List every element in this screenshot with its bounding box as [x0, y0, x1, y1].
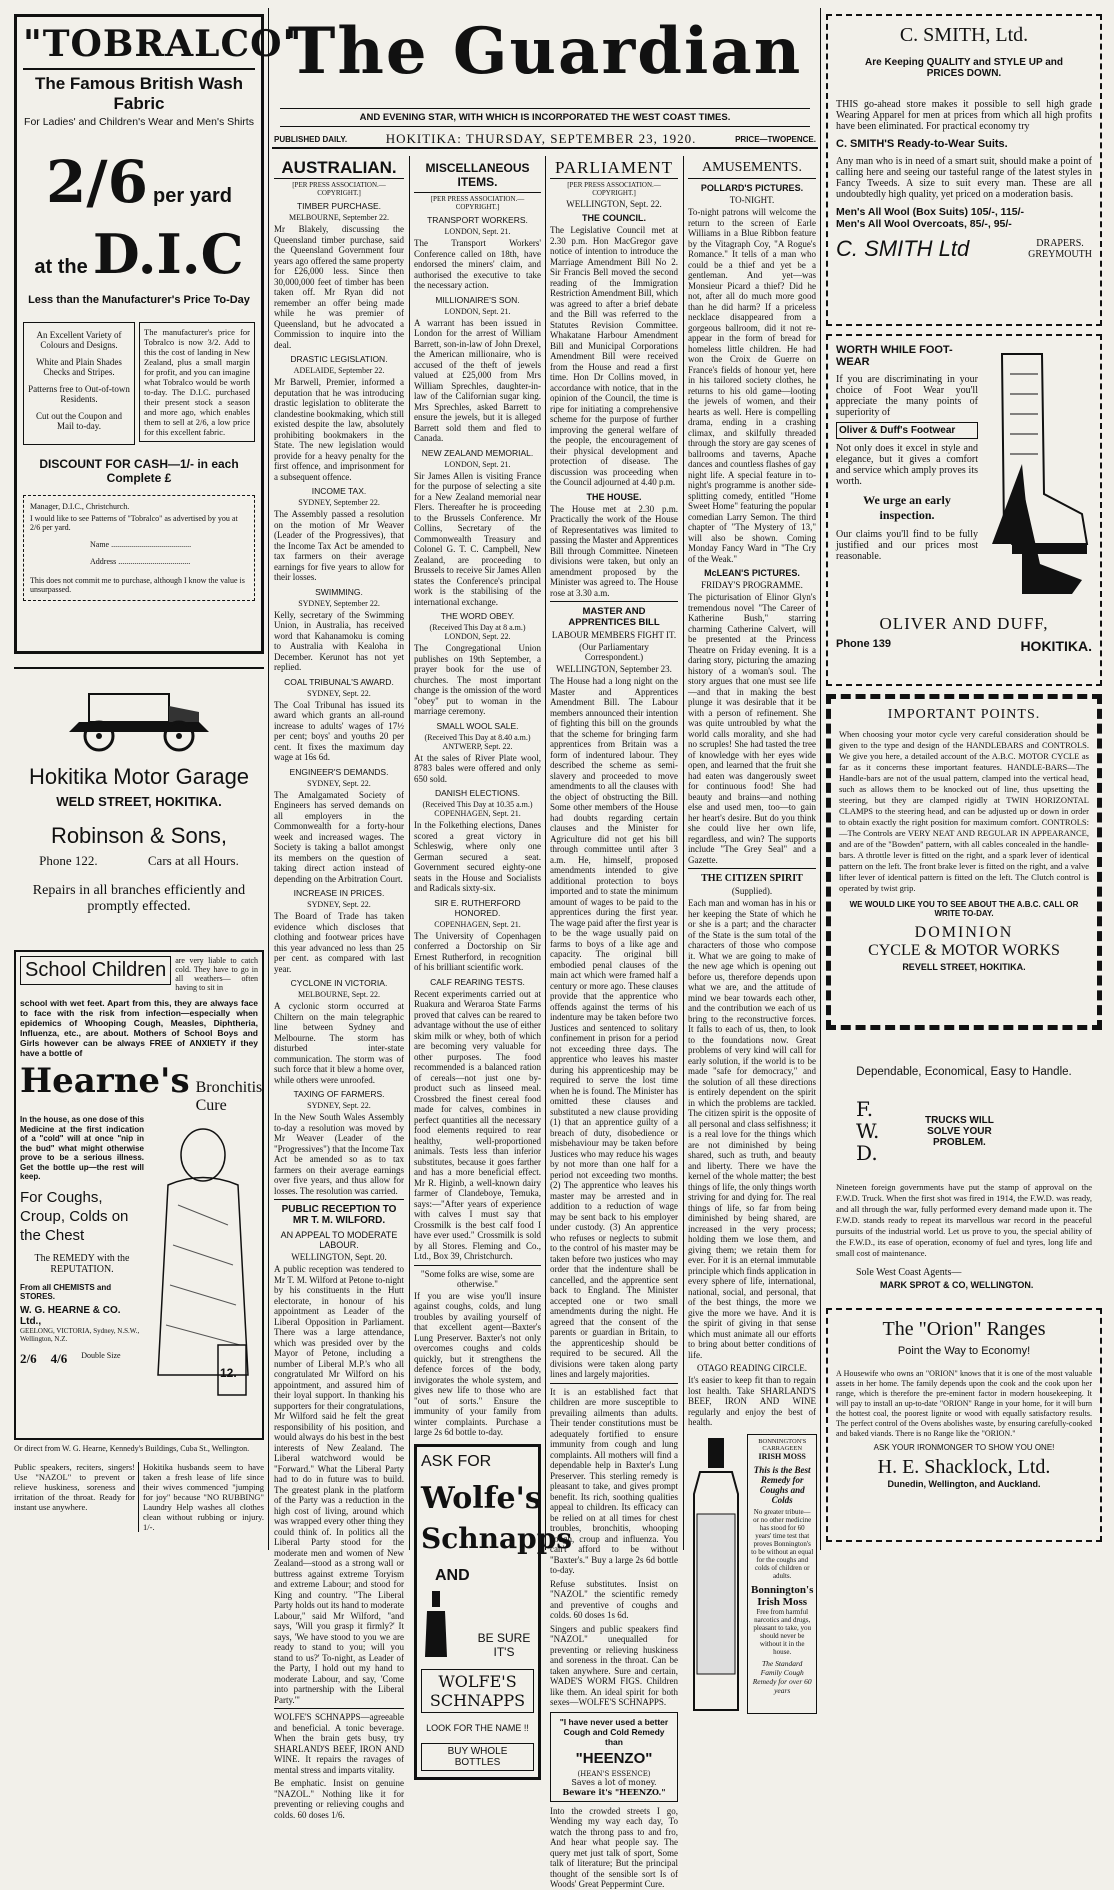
parliament-place: WELLINGTON, Sept. 22. — [566, 199, 662, 209]
story-headline: ENGINEER'S DEMANDS. — [289, 766, 389, 777]
smith-logo: C. SMITH Ltd — [836, 236, 970, 261]
pollard-tonight: TO-NIGHT. — [729, 195, 775, 205]
moss-label1: BONNINGTON'S — [758, 1437, 807, 1445]
masthead-title: The Guardian — [287, 14, 803, 89]
tobralco-price-note: The manufacturer's price for Tobralco is now 3/2. Add to this the cost of landing in New Zealand, plus a small margin for profit, and you can imagine what Tobralco would be worth to-day. The D.I.C. purchased their present stock a season and more ago, which enables them to sell at 2/6, a low price for this excellent fabric. — [139, 322, 255, 442]
oliver-claims: Our claims you'll find to be fully justified and our prices most reasonable. — [836, 529, 978, 562]
tobralco-features — [23, 322, 135, 445]
feature-line: Patterns free to Out-of-town Residents. — [28, 384, 130, 404]
nazol-note-2: Be emphatic. Insist on genuine "NAZOL." Nothing like it for preventing or relieving coughs and colds. 60 doses 1/6. — [274, 1778, 404, 1820]
norubbing-note: Hokitika husbands seem to have taken a fresh lease of life since their wives commenced "jumping for joy" because "NO RUBBING" Laundry Help washes all clothes clean without rubbing or injury. 1/-. — [143, 1462, 264, 1532]
story-dateline: LONDON, Sept. 21. — [444, 306, 511, 316]
tobralco-coupon[interactable]: Manager, D.I.C., Christchurch. I would like to see Patterns of "Tobralco" as advertised by you at 2/6 per yard. Name ........................................ Address .................................... This does not commit me to purchase, although I know the value is unsurpassed. — [23, 495, 255, 601]
hearne-dose: In the house, as one dose of this Medicine at the first indication of a "cold" will at once "nip in the bud" what might otherwise prove to be a serious illness. Get the bottle up—the rest will keep. — [20, 1115, 145, 1181]
orion-firm: H. E. Shacklock, Ltd. — [877, 1456, 1051, 1478]
tobralco-less: Less than the Manufacturer's Price To-Day — [28, 294, 250, 306]
garage-street: WELD STREET, HOKITIKA. — [56, 794, 222, 809]
singers-text: Singers and public speakers find "NAZOL" unequalled for preventing or relieving huskiness and soreness in the throat. Can be taken anywhere. Sure and certain, WADE'S WORM FIGS. Children like them. An ideal spirit for both sexes—WOLFE'S SCHNAPPS. — [550, 1623, 678, 1707]
heenzo-brand: "HEENZO" — [575, 1749, 653, 1767]
tobralco-per: per yard — [153, 185, 232, 207]
masthead-incorporated: AND EVENING STAR, WITH WHICH IS INCORPORATED THE WEST COAST TIMES. — [280, 108, 810, 127]
nazol-note: Public speakers, reciters, singers! Use "NAZOL" to prevent or relieve huskiness, soreness and irritation of the throat. Ready for instant use anywhere. — [14, 1462, 139, 1532]
appeal-place: WELLINGTON, Sept. 20. — [291, 1252, 387, 1262]
amusements-column — [688, 158, 816, 1695]
hearne-size2: 4/6 — [50, 1350, 68, 1366]
story-headline: TAXING OF FARMERS. — [293, 1089, 385, 1099]
hearne-size1: 2/6 — [20, 1350, 37, 1366]
bill-place: WELLINGTON, September 23. — [556, 664, 672, 674]
story-text: Mr Blakely, discussing the Queensland timber purchase, said the Queensland Government four years ago offered the same property for £26,000 less. Since then 30,000,000 feet of timber has been taken off. Mr Ryan did not remember an offer being made while he was premier of Queensland, but he advocated a Commission to inquire into the deal. — [274, 224, 404, 350]
ad-sure: BE SURE IT'S — [477, 1630, 531, 1659]
story-headline: TIMBER PURCHASE. — [296, 201, 382, 211]
garage-hours: Cars at all Hours. — [147, 853, 239, 868]
bottle-icon — [421, 1589, 451, 1659]
oliver-urge: We urge an early inspection. — [863, 493, 951, 522]
story-headline: TRANSPORT WORKERS. — [427, 215, 528, 225]
hearne-cure: Cure — [195, 1097, 227, 1114]
story-dateline: SYDNEY, Sept. 22. — [307, 900, 371, 909]
story-dateline: LONDON, Sept. 21. — [444, 227, 511, 236]
fwd-letter: W. — [856, 1119, 880, 1143]
oliver-firm: OLIVER AND DUFF, — [879, 614, 1049, 633]
dominion-ad — [826, 694, 1102, 1030]
bill-head: MASTER AND APPRENTICES BILL — [568, 606, 660, 628]
story-dateline: SYDNEY, Sept. 22. — [307, 778, 371, 788]
coupon-name-label: Name — [90, 540, 110, 549]
fwd-agent-name: MARK SPROT & CO, WELLINGTON. — [880, 1280, 1034, 1290]
mclean-head: McLEAN'S PICTURES. — [704, 568, 800, 578]
story-headline: NEW ZEALAND MEMORIAL. — [421, 447, 534, 458]
australian-stories — [274, 201, 404, 1196]
baxter-text: If you are wise you'll insure against coughs, colds, and lung troubles by availing yourself of that excellent agent—Baxter's Lung Preserver. Baxter's not only overcomes coughs and colds quickly, but it strengthens the defence forces of the body, invigorates the whole system, and gives new life to those who are "out of sorts." Ensure the immunity of your family from winter complaints. Purchase a large 2s 6d bottle to-day. — [414, 1290, 541, 1437]
smith-body2: Any man who is in need of a smart suit, should make a point of calling here and seeing our tasteful range of the latest styles in Fancy Tweeds. A size to suit every man. These are all undoubtedly high quality, yet priced on a moderation basis. — [836, 156, 1092, 200]
story-dateline: (Received This Day at 8 a.m.) LONDON, Sept. 22. — [429, 623, 526, 641]
mother-child-illustration-icon — [148, 1115, 258, 1415]
heenzo-sub: (HEAN'S ESSENCE) — [577, 1769, 651, 1778]
column-rule — [683, 156, 684, 1550]
ad-bottom: WOLFE'S SCHNAPPS — [421, 1669, 534, 1713]
coupon-address-label: Address — [90, 557, 117, 566]
parliament-assoc: [PER PRESS ASSOCIATION.—COPYRIGHT.] — [567, 181, 661, 197]
fwd-agents: Sole West Coast Agents— — [856, 1267, 962, 1278]
smith-keeping: Are Keeping QUALITY and STYLE UP and PRICES DOWN. — [865, 57, 1063, 79]
feature-line: Cut out the Coupon and Mail to-day. — [36, 411, 122, 431]
reception-head: PUBLIC RECEPTION TO MR T. M. WILFORD. — [281, 1204, 397, 1226]
dateline: HOKITIKA: THURSDAY, SEPTEMBER 23, 1920. — [385, 131, 697, 146]
story-dateline: SYDNEY, Sept. 22. — [307, 1101, 371, 1110]
oliver-duff-ad — [826, 334, 1102, 686]
otago-head: OTAGO READING CIRCLE. — [696, 1363, 808, 1373]
australian-column — [274, 158, 404, 1820]
masthead — [272, 4, 818, 154]
dominion-invite: WE WOULD LIKE YOU TO SEE ABOUT THE A.B.C. CALL OR WRITE TO-DAY. — [849, 900, 1079, 918]
irish-moss-ad — [688, 1434, 816, 1714]
hearne-double: Double Size — [81, 1350, 121, 1360]
house-text: The House met at 2.30 p.m. Practically the work of the House of Representatives was limited to passing the Master and Apprentices Bill through Committee. Nineteen divisions were taken, but only an amendment proposed by the Minister was agreed to. The House rose at 3.30 a.m. — [550, 503, 678, 598]
fwd-letter: D. — [856, 1141, 878, 1165]
orion-cities: Dunedin, Wellington, and Auckland. — [887, 1479, 1041, 1489]
mclean-friday: FRIDAY'S PROGRAMME. — [701, 580, 803, 590]
misc-assoc: [PER PRESS ASSOCIATION.—COPYRIGHT.] — [430, 195, 525, 211]
story-text: In the New South Wales Assembly to-day a resolution was moved by Mr Weaver (Leader of the "Progressives") that the Income Tax Act be amended so as to tax farmers on their average earnings over five years, and thus allow for losses. The resolution was carried. — [274, 1112, 404, 1196]
moss-label3: IRISH MOSS — [758, 1451, 806, 1461]
smith-body: THIS go-ahead store makes it possible to sell high grade Wearing Apparel for men at prices from which all high profits have been eliminated. For practical economy try — [836, 99, 1092, 132]
story-headline: SWIMMING. — [315, 586, 363, 597]
hearne-school-side: are very liable to catch cold. They have to go in all weathers— often having to sit in — [175, 956, 258, 992]
boot-icon — [982, 344, 1092, 604]
tobralco-ad — [14, 14, 303, 654]
mclean-text: The picturisation of Elinor Glyn's tremendous novel "The Career of Katherine Bush," starring charming Catherine Calvert, will be presented at the Princess Theatre on Friday evening. It is a daring story, picturing the amazing history of a woman's soul. The story argues that one must see life—and that in making the best plunge it was desirable that it be with a person of refinement. She was quite untroubled by what the world calls morality, and she had no scruples! She had tasted the tree of knowledge with her eyes wide open, and learned that the fruit she had eaten was dangerously sweet for continuous food! She had beauty and brains—and nothing else and used men, too—to gain her heart's desire. But do you think she could live her own life, regardless, and win? The supports include "The Grey Seal" and a Gazette. — [688, 592, 816, 865]
smith-ready: C. SMITH'S Ready-to-Wear Suits. — [836, 138, 1008, 150]
fwd-text: Nineteen foreign governments have put the stamp of approval on the F.W.D. Truck. When the first shot was fired in 1914, the F.W.D. was ready, and all through the war, fully performed every demand made upon it. The F.W.D. stands ready to repeat its marvellous war record in the peaceful pursuits of the industrial world. Let us prove to you, the special ability of the F.W.D., its ease of operation, economy of fuel and tyres, long life and small cost of maintenance. — [836, 1182, 1092, 1258]
bill-sub: LABOUR MEMBERS FIGHT IT. — [551, 630, 677, 640]
hearne-remedy: The REMEDY with the REPUTATION. — [34, 1252, 130, 1275]
citizen-text: Each man and woman has in his or her keeping the State of which he or she is a part; and the character of the State is the sum total of the characters of those who compose it. What we are going to make of the new age which is opening out before us, therefore depends upon what we are, and the attitude of mind we bear towards each other, and the contribution we each of us bring to the reconstructive forces. It falls to each of us, then, to look to the foundations now. Great problems of very kind will call for early solution, if the world is to be made "safe for democracy," and the solution of all these directions is entirely dependent on the spirit in which the problems are tackled. The citizen spirit is the opposite of all personal and class selfishness; it is a real love for the things which are not diminished by being shared, such as truth, and beauty and liberty. There we have the kernel of the whole matter; the best things of life, the only things worth striving for and dying for. The real things of life, so far from being diminished by being shared, are increased in the very process; holding them we lose them, and giving them; we retain them for ever. For it is an eternal immutable principle which finds application in every sphere of life, international, national, social, and personal, that of the best things, the more we give the more we have. And it is the spirit of giving in that sense which must animate all our efforts to bring about better conditions of life. — [688, 898, 816, 1360]
council-text: The Legislative Council met at 2.30 p.m. Hon MacGregor gave notice of intention to introduce the Marriage Amendment Bill No 2. Sir Francis Bell moved the second reading of the Immigration Restriction Amendment Bill, which was agreed to after a brief debate and the Bill was referred to the Statutes Revision Committee. Whakatane Harbour Amendment Bill and Municipal Corporations Amendment Bill were received from the House and read a first time. Hon Dr Collins moved, in accordance with notice, that in the opinion of the Council, the time is ripe for initiating a comprehensive scheme for the purpose of further improving the general welfare of the people, the encouragement of their physical development and protection of disease. The discussion was proceeding when the Council adjourned at 4.40 p.m. — [550, 225, 678, 487]
story-text: At the sales of River Plate wool, 8783 bales were offered and only 650 sold. — [414, 752, 541, 784]
house-head: THE HOUSE. — [586, 491, 642, 502]
oliver-town: HOKITIKA. — [1020, 638, 1092, 654]
refuse-text: Refuse substitutes. Insist on "NAZOL" the scientific remedy and preventive of coughs and colds. 60 doses 1s 6d. — [550, 1578, 678, 1620]
dominion-title: IMPORTANT POINTS. — [887, 707, 1041, 722]
misc-quote: "Some folks are wise, some are otherwise." — [420, 1268, 535, 1289]
story-text: The University of Copenhagen conferred a Doctorship on Sir Ernest Rutherford, in recognition of his brilliant scientific work. — [414, 930, 541, 972]
fwd-trucks: TRUCKS WILL SOLVE YOUR PROBLEM. — [924, 1114, 994, 1148]
ad-product: Schnapps — [421, 1521, 573, 1555]
parliament-corr: (Our Parliamentary Correspondent.) — [579, 642, 649, 662]
story-dateline: (Received This Day at 8.40 a.m.) ANTWERP, Sept. 22. — [424, 732, 531, 751]
story-text: The Coal Tribunal has issued its award which grants an all-round increase to adults' wages of 17½ per cent; boys' and youths 20 per cent. It fixes the maximum day wage at 16s 6d. — [274, 699, 404, 762]
smith-suits: Men's All Wool (Box Suits) 105/-, 115/- — [836, 206, 1025, 218]
tobralco-tagline: The Famous British Wash Fabric — [34, 74, 244, 113]
orion-ask: ASK YOUR IRONMONGER TO SHOW YOU ONE! — [873, 1443, 1055, 1452]
story-dateline: COPENHAGEN, Sept. 21. — [434, 919, 521, 929]
published-daily: PUBLISHED DAILY. — [274, 134, 348, 144]
hearne-direct: Or direct from W. G. Hearne, Kennedy's Buildings, Cuba St., Wellington. — [14, 1444, 250, 1453]
story-headline: CALF REARING TESTS. — [430, 976, 525, 987]
motor-garage-ad — [14, 664, 264, 944]
ad-look: LOOK FOR THE NAME !! — [426, 1722, 529, 1733]
tobralco-price: 2/6 — [46, 148, 148, 216]
story-text: The Board of Trade has taken evidence which discloses that clothing and footwear prices have this year advanced no less than 25 per cent. as compared with last year. — [274, 911, 404, 974]
column-rule — [545, 156, 546, 1550]
moss-text: No greater tribute—or no other medicine has stood for 60 years' time test that proves Bonnington's to be without an equal for the coughs and colds of children or adults. — [751, 1507, 814, 1580]
moss-label2: CARRAGEEN — [762, 1444, 803, 1452]
children-text: It is an established fact that children are more susceptible to prevailing ailments than adults. Their tender constitutions must be adequately fortified to ensure immunity from cough and lung complaints. All mothers will find a dependable help in Baxter's Lung Preserver. This sterling remedy is pleasant to take, and gives prompt benefit. Its rich, soothing qualities appeal to children. Its efficacy can be relied on at all times for chest troubles, bronchitis, whooping cough, croup and influenza. You can't afford to be without "Baxter's." Buy a large 2s 6d bottle to-day. — [550, 1386, 678, 1575]
bill-text: The House had a long night on the Master and Apprentices Amendment Bill. The Labour members announced their intention of fighting this bill on the grounds that the scheme for bringing farm apprentices from Britain was a form of indentured labour. They described the scheme as semi-slavery and proceeded to move amendments to all the clauses with the object of obstructing the Bill. Some other members of the House had doubts regarding certain clauses and the Minister for Agriculture did not get his bill through committee until after 3 a.m. He, himself, proposed amendments intended to give additional protection to boys imported and to state the minimum amount of wages to be paid to the apprentices during the first year. The wage paid after the first year is to be the wage usually paid on farms to boys of a like age and capacity. The original bill embodied penal clauses of the main act which were framed half a century or more ago. These clauses provide that the apprentice who offends against the terms of his indenture may be taken before two Justices and sentenced to solitary confinement in prison for a period not exceeding three days. The apprentice who leaves his master during his apprenticeship may be required to serve the lost time when he is found. The Minister has omitted these clauses and substituted a new clause providing (1) that an apprentice guilty of a breach of duty, disobedience or misbehaviour may be taken before Justices who may reduce his wages by not more than one half for a period not exceeding two months. (2) The apprentice who leaves his master may be arrested and in addition to a reduction of wage may be sent back to his employer under custody. (3) An apprentice who refuses or neglects to submit to the control of his master may be taken before two justices who may order that the indenture shall be cancelled, and the apprentice sent back to England. The Minister accepted one or two small amendments during the night. He agreed that the consent of the parents or guardian in Britain, to the apprenticeship should be required to be secured. All the divisions were taken along party lines and largely majorities. — [550, 676, 678, 1379]
feature-line: White and Plain Shades Checks and Stripes. — [36, 357, 122, 377]
heenzo-top: "I have never used a better Cough and Cold Remedy than — [559, 1716, 669, 1747]
tobralco-at: at the — [34, 256, 88, 278]
australian-assoc: [PER PRESS ASSOCIATION.—COPYRIGHT.] — [292, 181, 386, 197]
hearne-brand: Hearne's — [20, 1061, 190, 1101]
dominion-name2: CYCLE & MOTOR WORKS — [868, 942, 1060, 959]
tobralco-discount: DISCOUNT FOR CASH—1/- in each Complete £ — [39, 457, 239, 485]
wolfes-schnapps-ad — [414, 1444, 573, 1780]
column-rule — [820, 8, 821, 1550]
story-text: Kelly, secretary of the Swimming Union, in Australia, has received word that Kahanamoku is coming to Australia with Kealoha in December. Kerunot has not yet replied. — [274, 609, 404, 672]
garage-title: Hokitika Motor Garage — [28, 764, 250, 789]
story-text: Sir James Allen is visiting France for the purpose of selecting a site for a New Zealand memorial near Flers. Thereafter he is proceeding to the Brussels Conference. Mr Collins, Secretary of the Commonwealth Treasury and Colonel G. T. C. Campbell, New Zealand, are proceeding to Brussels to receive Sir James Allen states the Conference's principal work is the stabilising of the international exchange. — [414, 470, 541, 607]
feature-line: An Excellent Variety of Colours and Designs. — [36, 330, 122, 350]
ad-brand: Wolfe's — [421, 1480, 542, 1516]
story-dateline: MELBOURNE, September 22. — [289, 213, 389, 222]
story-dateline: SYDNEY, September 22. — [298, 498, 380, 507]
coupon-note: This does not commit me to purchase, although I know the value is unsurpassed. — [30, 576, 245, 594]
garage-repairs: Repairs in all branches efficiently and promptly effected. — [32, 883, 246, 914]
ad-and: AND — [435, 1566, 470, 1584]
story-text: The Assembly passed a resolution on the motion of Mr Weaver (Leader of the Progressives), that the Income Tax Act be amended to tax farmers on their average earnings for five years to allow for their losses. — [274, 509, 404, 582]
orion-sub: Point the Way to Economy! — [897, 1345, 1031, 1357]
smith-ad — [826, 14, 1102, 326]
misc-stories — [414, 215, 541, 1262]
oliver-name: Oliver & Duff's Footwear — [836, 422, 978, 439]
misc-column — [414, 158, 573, 1768]
hearne-from: From all CHEMISTS and STORES. — [20, 1282, 112, 1301]
appeal-text: A public reception was tendered to Mr T. M. Wilford at Petone to-night by his constituents in the Hutt electorate, in honour of his appointment as Leader of the Liberal Opposition in Parliament. There was a large attendance, which was presided over by the Mayor of Petone, including a number of Liberal M.P.'s who all congratulated Mr Wilford on his appointment, and assured him of their loyal support. In thanking his supporters for their congratulations, Mr Wilford said he felt the great responsibility of his position, and would always do his best in the best interests of New Zealand. The Liberal watchword would be "Forward." What the Liberal Party had to do in future was to build. The greatest plank in the platform of the Party was a reduction in the high cost of living, around which was wrapped every other thing they could think of. In politics all the Liberal Party stood for the moderate men and women of New Zealand—stood as a strong wall or buttress against extreme Toryism and extreme Labour; and stood for King and country. "The Liberal Party holds out its hand to moderate Labour," said Mr Wilford, "and says, 'Will you grasp it firmly?' It says, 'We have stood to you we are ready to stand to you; will you stand to us?' To-night, as Leader of the Party, I hold out my hand to moderate Labour, and say, 'Come into partnership with the Liberal Party.'" — [274, 1264, 404, 1705]
dominion-street: REVELL STREET, HOKITIKA. — [902, 962, 1026, 972]
citizen-head: THE CITIZEN SPIRIT — [701, 873, 803, 884]
ad-buy: BUY WHOLE BOTTLES — [421, 1743, 534, 1771]
motor-car-icon — [59, 676, 219, 756]
story-dateline: SYDNEY, September 22. — [298, 598, 380, 608]
story-dateline: (Received This Day at 10.35 a.m.) COPENHAGEN, Sept. 21. — [422, 800, 533, 818]
story-headline: SMALL WOOL SALE. — [436, 720, 519, 731]
ad-ask: ASK FOR — [421, 1452, 492, 1470]
story-text: In the Folkething elections, Danes scored a great victory in Schleswig, where only one German secured a seat. Government secured eighty-one seats in the House and Socialists and Radicals sixty-six. — [414, 820, 541, 893]
heenzo-ad — [550, 1712, 678, 1802]
story-headline: SIR E. RUTHERFORD HONORED. — [434, 897, 521, 918]
dominion-text: When choosing your motor cycle very careful consideration should be given to the type and design of the HANDLEBARS and CONTROLS. We give you here, a detailed account of the A.B.C. MOTOR CYCLE as far as it concerns these important features. HANDLE-BARS—The Handle-bars are not of the usual pattern, clamped into the vertical head, such as allows them to be knocked out of line, thus upsetting the steering, but they are clamped rigidly at TWIN HORIZONTAL CLAMPS to the steering head, and can be adjusted up or down in order to obtain exactly the right position for maximum comfort. CONTROLS:—The Controls are VERY NEAT AND REGULAR IN APPEARANCE, and are of the "Bowden" pattern, with all cables concealed in the handle-bars. A throttle lever is fitted on the right, and a spark lever of identical pattern on the left. The front brake lever is fitted on the right, and a valve lifter lever of identical pattern is fitted on the left. The Clutch control is operated by twist grip. — [839, 729, 1089, 893]
misc-title: MISCELLANEOUS ITEMS. — [414, 158, 541, 193]
story-dateline: LONDON, Sept. 21. — [444, 459, 511, 469]
story-text: A cyclonic storm occurred at Chiltern on the main telegraphic line between Sydney and Melbourne. The storm has disturbed inter-state communication. The storm was of such force that it blew a home over, while others were unroofed. — [274, 1001, 404, 1085]
bottom-left-notes — [14, 1462, 264, 1535]
story-text: Recent experiments carried out at Ruakura and Weraroa State Farms proved that calves can be reared to advantage without the use of either skim milk or whey, both of which are becoming very valuable for other purposes. The food recommended is a balanced ration of cereals—not just one by-product such as linseed meal. Crossbred the finest cereal food made for calves, combines in perfect quantities all the necessary food elements required to rear healthy, well-proportioned animals. Tests less than inferior substitutes, because it goes farther and has a more beneficial effect. Mr R. Higinb, a well-known dairy farmer of Clandeboye, Temuka, says:—"After years of experience with calves I must say that Crossmilk is the best calf food I have ever used." Crossmilk is sold by all Stores. Fleming and Co., Ltd., Box 39, Christchurch. — [414, 988, 541, 1261]
hearne-body: school with wet feet. Apart from this, they are always face to face with the risk from infection—especially when epidemics of Whooping Cough, Measles, Diphtheria, Influenza, etc., are about. Mothers of School Boys and Girls however can be always FREE of ANXIETY if they have a bottle of — [20, 998, 258, 1058]
story-headline: INCOME TAX. — [311, 486, 367, 496]
garage-owner: Robinson & Sons, — [50, 823, 228, 848]
hearne-place: GEELONG, VICTORIA, Sydney, N.S.W., Wellington, N.Z. — [20, 1326, 140, 1343]
pollard-text: To-night patrons will welcome the return to the screen of Earle Williams in a Blue Ribbon feature by the Vitagraph Coy, "A Rogue's Romance." It tells of a man who could be a thief and yet be a gentleman. And yet—was Monsieur Picard a thief? Did he not, after all do much more good than he did harm? If a priceless necklace disappeared from a gorgeous ballroom, did it not re-appear in the form of bread for homeless little children. He had won the Croix de Guerre on France's fields of honour yet, here in his tailored society clothes, he returns to his old game—looting the jewels of women, and their hearts as well. Here is compelling drama, ending in a crashing climax, and skilfully threaded through the story are gay scenes of ballrooms and taverns, Apache dances and countless flashes of gay night life. A special feature in to-night's programme is another side-splitting comedy, entitled "Home Sweet Home" featuring the popular comedian Larry Semon. The third chapter of "The Mystery of 13," will also be shown. Coming Monday Fancy Ward in "The Cry of the Weak." — [688, 207, 816, 564]
story-headline: INCREASE IN PRICES. — [293, 888, 385, 898]
orion-title: The "Orion" Ranges — [882, 1318, 1046, 1340]
smith-coats: Men's All Wool Overcoats, 85/-, 95/- — [836, 218, 1012, 230]
garage-phone: Phone 122. — [39, 853, 98, 868]
story-headline: COAL TRIBUNAL'S AWARD. — [284, 676, 394, 687]
amusements-title: AMUSEMENTS. — [688, 158, 816, 179]
tobralco-brand: "TOBRALCO" — [23, 23, 303, 65]
orion-ad — [826, 1308, 1102, 1542]
appeal-head: AN APPEAL TO MODERATE LABOUR. — [280, 1230, 398, 1250]
story-headline: THE WORD OBEY. — [440, 611, 515, 621]
pollard-head: POLLARD'S PICTURES. — [700, 183, 804, 193]
story-text: The Amalgamated Society of Engineers has served demands on all employers in the Commonwealth for a forty-hour week and increased wages. The Society is taking a ballot amongst its members on the question of taking direct action instead of depending on the Arbitration Court. — [274, 789, 404, 884]
parliament-column — [550, 158, 678, 1889]
council-head: THE COUNCIL. — [582, 213, 646, 223]
smith-town: GREYMOUTH — [1028, 249, 1092, 260]
fwd-letter: F. — [856, 1097, 874, 1121]
fwd-dependable: Dependable, Economical, Easy to Handle. — [856, 1066, 1072, 1078]
oliver-phone: Phone 139 — [836, 638, 892, 650]
otago-text: It's easier to keep fit than to regain lost health. Take SHARLAND'S BEEF, IRON AND WINE regularly and enjoy the best of health. — [688, 1375, 816, 1427]
moss-std: The Standard Family Cough Remedy for over 60 years — [752, 1658, 812, 1695]
heenzo-beware: Beware it's "HEENZO." — [562, 1786, 666, 1797]
moss-free: Free from harmful narcotics and drugs, pleasant to take, you should never be without it in the house. — [753, 1607, 811, 1656]
story-text: The Transport Workers' Conference called on 18th, have endorsed the miners' claim, and authorised the executive to take the necessary action. — [414, 238, 541, 290]
oliver-body: If you are discriminating in your choice of Foot Wear you'll appreciate the many points of superiority of — [836, 374, 978, 418]
story-headline: DANISH ELECTIONS. — [434, 788, 521, 798]
hearne-school: School Children — [20, 956, 171, 985]
heenzo-save: Saves a lot of money. — [571, 1777, 657, 1787]
story-text: Mr Barwell, Premier, informed a deputation that he was introducing drastic legislation to obliterate the clandestine bookmaking, which still existed despite the law, absolutely prohibiting bookmakers in the State. The new legislation would provide for a heavy penalty for the first offence, and imprisonment for a subsequent offence. — [274, 377, 404, 482]
schnapps-note: WOLFE'S SCHNAPPS—agreeable and beneficial. A tonic beverage. When the brain gets busy, try SHARLAND'S BEEF, IRON AND WINE. It repairs the ravages of mental stress and imparts vitality. — [274, 1712, 404, 1775]
tobralco-for: For Ladies' and Children's Wear and Men's Shirts — [24, 116, 254, 128]
column-rule — [409, 156, 410, 1550]
price: PRICE—TWOPENCE. — [735, 134, 816, 144]
orion-text: A Housewife who owns an "ORION" knows that it is one of the most valuable assets in her home. The family depends upon the cook and the cook upon her range, which is therefore the pre-eminent factor in modern housekeeping. It will pay to install an up-to-date "ORION" Range in your home, for it will burn the hottest coal, the poorest lignite or wood with equally satisfactory results. The perfect control of the Ovens abolishes waste, by ensuring carefully-cooked and baked viands. There is no Range like the "ORION." — [836, 1369, 1092, 1438]
smith-name: C. SMITH, Ltd. — [899, 24, 1029, 46]
oliver-body2: Not only does it excel in style and elegance, but it gives a comfort and service which amply proves its worth. — [836, 443, 978, 487]
story-headline: DRASTIC LEGISLATION. — [290, 354, 388, 364]
parliament-title: PARLIAMENT — [550, 158, 678, 179]
moss-title: This is the Best Remedy for Coughs and Colds — [753, 1464, 811, 1505]
story-headline: CYCLONE IN VICTORIA. — [290, 978, 388, 988]
hearne-maker: W. G. HEARNE & CO. Ltd., — [20, 1304, 121, 1327]
oliver-worth: WORTH WHILE FOOT-WEAR — [836, 344, 953, 368]
story-dateline: ADELAIDE, September 22. — [293, 366, 385, 375]
smith-drapers: DRAPERS. — [1036, 238, 1084, 249]
story-dateline: MELBOURNE, Sept. 22. — [298, 990, 380, 999]
story-text: A warrant has been issued in London for the arrest of William Barrett, son-in-law of John Drexel, the American millionaire, who is accused of the theft of jewels valued at £25,000 from Mrs William Sprechles, daughter-in-law of the Californian sugar king. Mrs Sprechles, asked Barrett to ensure the jewels, but it is alleged Barrett sold them and fled to Canada. — [414, 317, 541, 443]
hearne-bronchitis: Bronchitis — [195, 1079, 263, 1096]
moss-brand: Bonnington's Irish Moss — [751, 1583, 814, 1608]
coupon-text: I would like to see Patterns of "Tobralco" as advertised by you at 2/6 per yard. — [30, 514, 238, 532]
hearne-ad — [14, 950, 264, 1440]
citizen-supplied: (Supplied). — [731, 886, 773, 896]
tobralco-store: D.I.C — [92, 222, 244, 286]
story-text: The Congregational Union publishes on 19th September, a prayer book for the use of churches. The most important change is the omission of the word "obey" put to woman in the marriage ceremony. — [414, 643, 541, 716]
column-rule — [268, 8, 269, 1550]
svg-text:12.: 12. — [220, 1366, 237, 1380]
fwd-ad — [826, 1036, 1102, 1298]
hearne-coughs: For Coughs, Croup, Colds on the Chest — [20, 1188, 129, 1244]
story-headline: MILLIONAIRE'S SON. — [435, 294, 520, 305]
coupon-to: Manager, D.I.C., Christchurch. — [30, 502, 130, 511]
australian-title: AUSTRALIAN. — [274, 158, 404, 179]
story-dateline: SYDNEY, Sept. 22. — [307, 688, 371, 698]
dominion-name1: DOMINION — [914, 924, 1014, 941]
peppermint-poem: Into the crowded streets I go, Wending my way each day, To watch the throng pass to and fro, And hear what people say. The query met just talk of sport, Some talk of literature; But the principal thought of the sensible sort Is of Woods' Great Peppermint Cure. — [550, 1805, 678, 1889]
medicine-bottle-icon — [688, 1434, 744, 1714]
